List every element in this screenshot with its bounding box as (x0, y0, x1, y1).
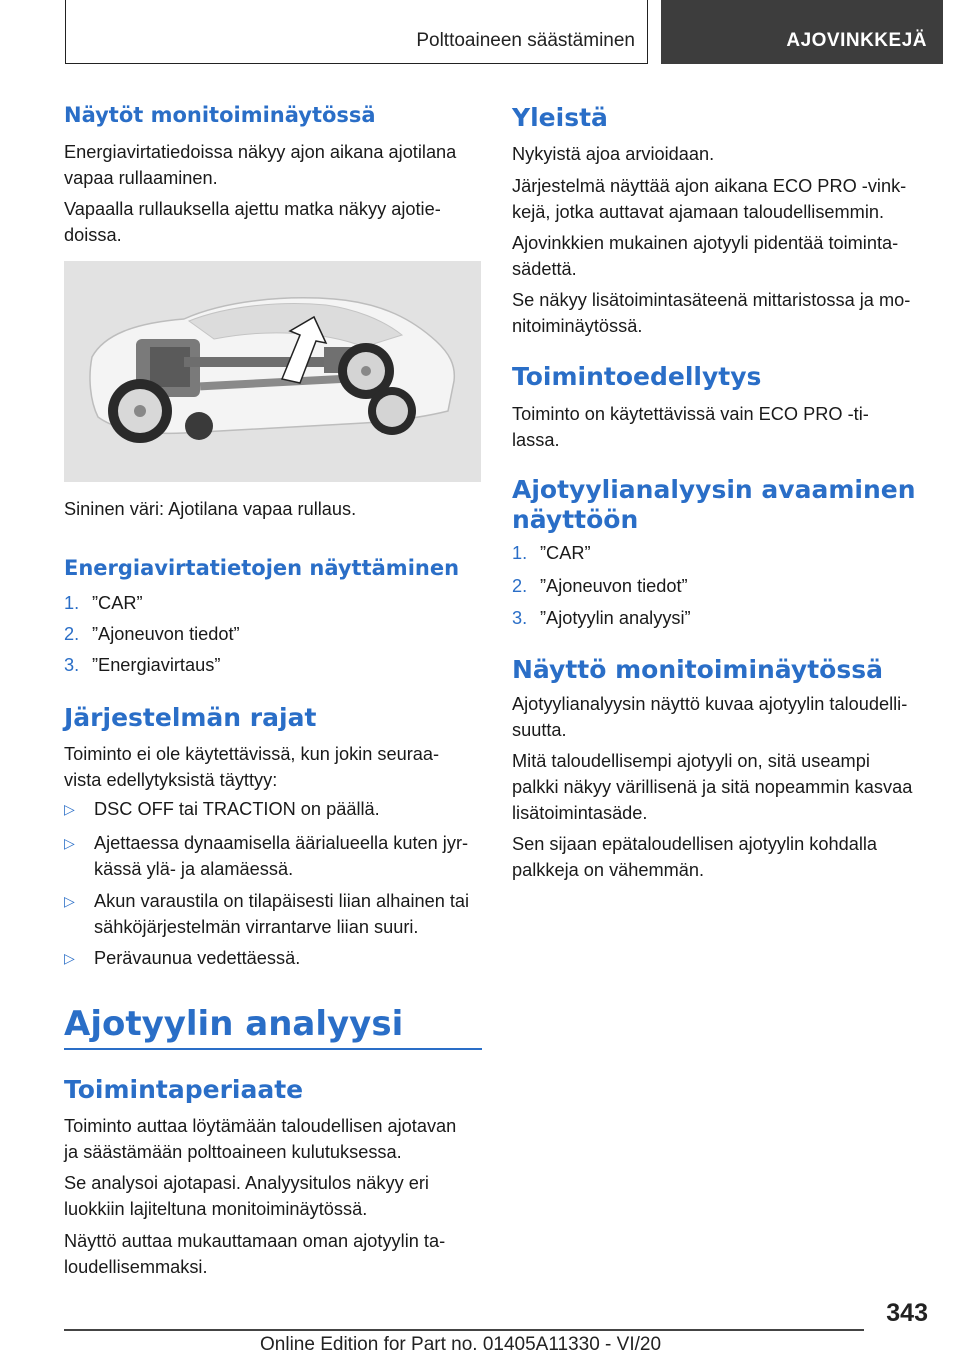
list-number: 2. (512, 576, 528, 596)
heading-open-analysis: Ajotyylianalyysin avaaminen näyttöön (512, 475, 916, 534)
paragraph-monitor-2: Vapaalla rullauksella ajettu matka näkyy ajotie- doissa. (64, 199, 441, 245)
bullet-text: Ajettaessa dynaamisella äärialueella kuten jyr- kässä ylä- ja alamäessä. (94, 833, 469, 879)
list-number: 3. (512, 608, 528, 628)
header-section-title: Polttoaineen säästäminen (416, 30, 635, 51)
paragraph-general-1: Nykyistä ajoa arvioidaan. (512, 144, 715, 164)
list-text: ”Ajoneuvon tiedot” (92, 624, 240, 644)
footer-divider (64, 1329, 864, 1331)
list-text: ”CAR” (540, 543, 591, 563)
list-text: ”Ajotyylin analyysi” (540, 608, 691, 628)
car-illustration (64, 261, 481, 482)
heading-principle: Toimintaperiaate (64, 1075, 304, 1104)
paragraph-display-1: Ajotyylianalyysin näyttö kuvaa ajotyylin taloudelli- suutta. (512, 694, 908, 740)
paragraph-principle-2: Se analysoi ajotapasi. Analyysitulos näkyy eri luokkiin lajiteltuna monitoiminäytössä. (64, 1173, 429, 1219)
wheel-front-right (185, 412, 213, 440)
paragraph-display-2: Mitä taloudellisempi ajotyyli on, sitä useampi palkki näkyy värillisenä ja sitä nopeammin kasvaa lisätoimintasäde. (512, 751, 913, 823)
list-number: 1. (512, 543, 528, 563)
list-text: ”CAR” (92, 593, 143, 613)
paragraph-general-4: Se näkyy lisätoimintasäteenä mittaristossa ja mo- nitoiminäytössä. (512, 290, 911, 336)
wheel-rear-right (368, 387, 416, 435)
heading-general: Yleistä (512, 103, 608, 132)
heading-energy-flow: Energiavirtatietojen näyttäminen (64, 556, 460, 580)
paragraph-display-3: Sen sijaan epätaloudellisen ajotyylin kohdalla palkkeja on vähemmän. (512, 834, 878, 880)
figure-caption: Sininen väri: Ajotilana vapaa rullaus. (64, 499, 357, 519)
list-number: 1. (64, 593, 80, 613)
bullet-text: Akun varaustila on tilapäisesti liian alhainen tai sähköjärjestelmän virrantarve liian suuri. (94, 891, 470, 937)
bullet-triangle-icon: ▷ (64, 950, 75, 966)
paragraph-monitor-1: Energiavirtatiedoissa näkyy ajon aikana ajotilana vapaa rullaaminen. (64, 142, 457, 188)
car-drivetrain-figure (64, 261, 481, 482)
paragraph-prerequisite: Toiminto on käytettävissä vain ECO PRO -ti- lassa. (512, 404, 869, 450)
section-divider (64, 1048, 482, 1050)
heading-system-limits: Järjestelmän rajat (64, 703, 317, 732)
list-text: ”Ajoneuvon tiedot” (540, 576, 688, 596)
list-number: 2. (64, 624, 80, 644)
paragraph-principle-3: Näyttö auttaa mukauttamaan oman ajotyylin ta- loudellisemmaksi. (64, 1231, 446, 1277)
bullet-text: Perävaunua vedettäessä. (94, 948, 301, 968)
paragraph-general-3: Ajovinkkien mukainen ajotyyli pidentää toiminta- sädettä. (512, 233, 899, 279)
paragraph-limits: Toiminto ei ole käytettävissä, kun jokin seuraa- vista edellytyksistä täyttyy: (64, 744, 440, 790)
paragraph-principle-1: Toiminto auttaa löytämään taloudellisen ajotavan ja säästämään polttoaineen kulutuksessa. (64, 1116, 457, 1162)
heading-monitor-displays: Näytöt monitoiminäytössä (64, 103, 376, 127)
footer-edition: Online Edition for Part no. 01405A11330 - VI/20 (260, 1334, 662, 1355)
wheel-front (108, 379, 172, 443)
heading-display: Näyttö monitoiminäytössä (512, 655, 883, 684)
bullet-triangle-icon: ▷ (64, 893, 75, 909)
heading-prerequisite: Toimintoedellytys (512, 362, 762, 391)
heading-driving-style-analysis: Ajotyylin analyysi (64, 1004, 404, 1044)
bullet-triangle-icon: ▷ (64, 801, 75, 817)
bullet-text: DSC OFF tai TRACTION on päällä. (94, 799, 380, 819)
page-number: 343 (886, 1299, 928, 1327)
header-chapter-title: AJOVINKKEJÄ (786, 30, 927, 51)
list-text: ”Energiavirtaus” (92, 655, 221, 675)
list-number: 3. (64, 655, 80, 675)
header-chapter-box (661, 0, 943, 64)
header-section-box (65, 0, 648, 64)
bullet-triangle-icon: ▷ (64, 835, 75, 851)
paragraph-general-2: Järjestelmä näyttää ajon aikana ECO PRO -vink- kejä, jotka auttavat ajamaan taloudellisemmin. (512, 176, 907, 222)
